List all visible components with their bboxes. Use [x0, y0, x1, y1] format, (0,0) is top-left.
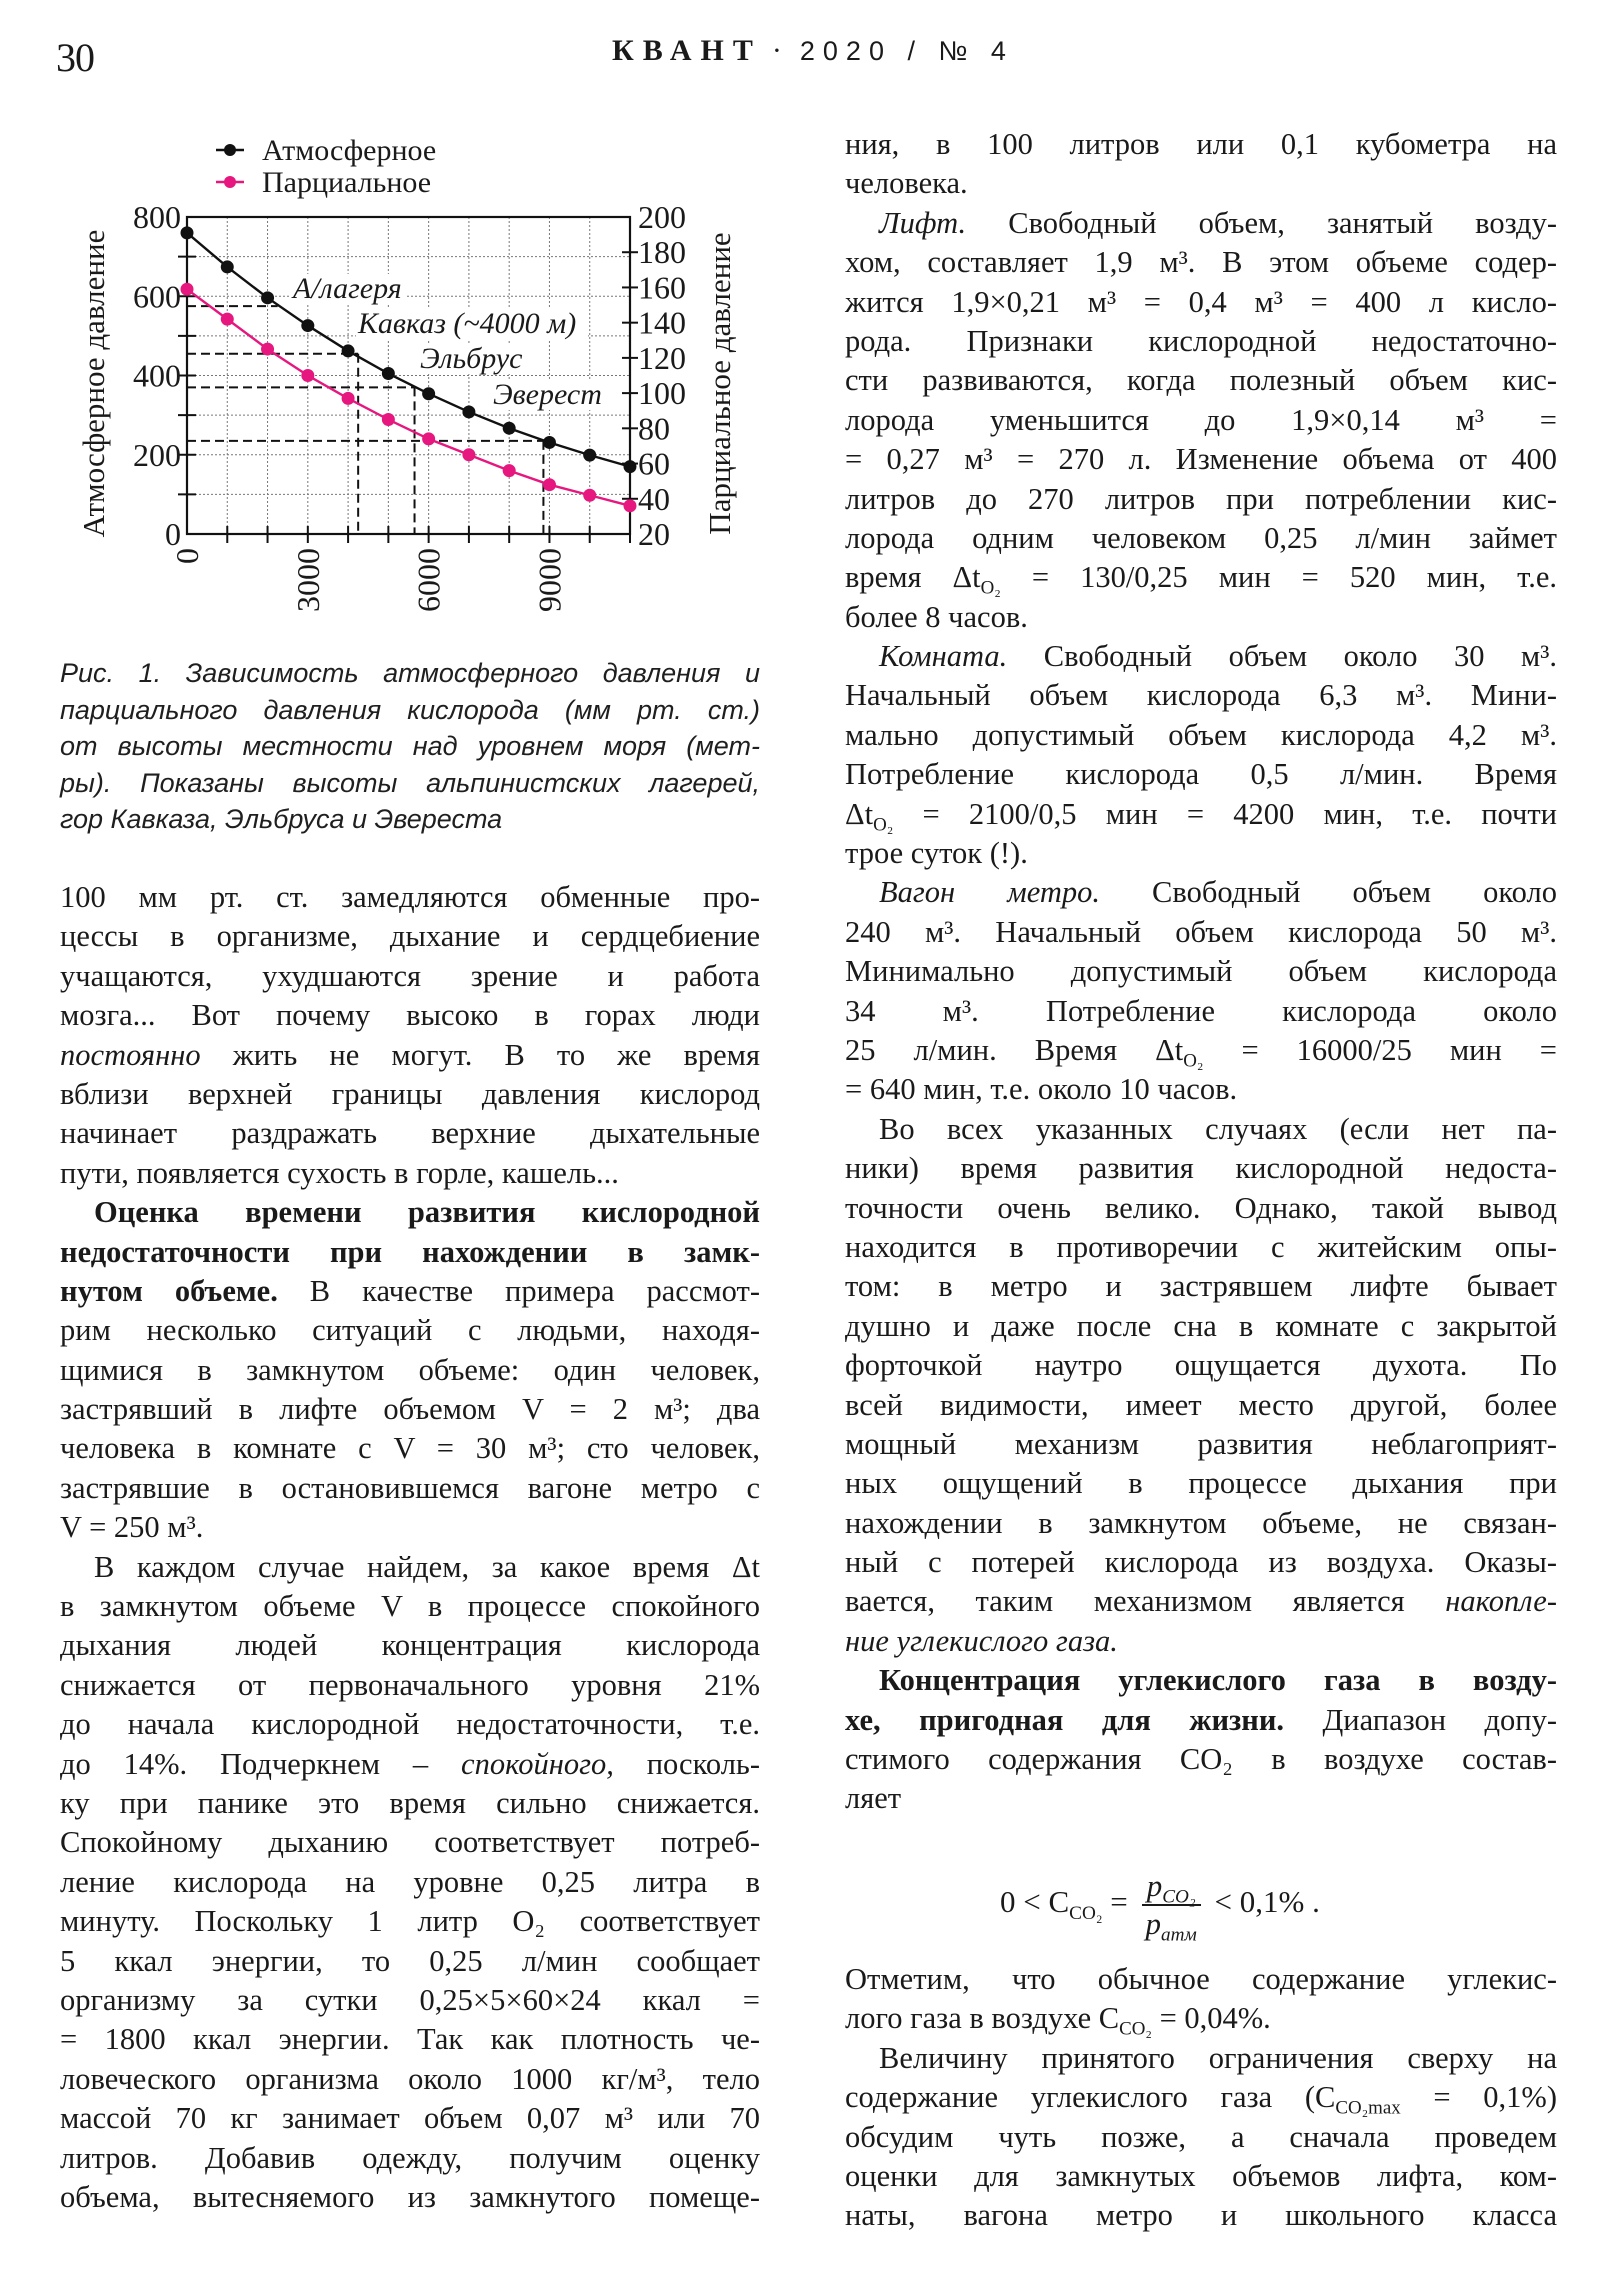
text-line: человека в комнате с V = 30 м³; сто человек, [60, 1431, 760, 1466]
text-line: = 640 мин, т.е. около 10 часов. [845, 1072, 1238, 1107]
text-line: мозга... Вот почему высоко в горах люди [60, 998, 760, 1033]
right-column-top [845, 125, 1557, 1819]
text-line: организму за сутки 0,25×5×60×24 ккал = [60, 1982, 760, 2017]
data-point-partial [181, 283, 194, 296]
header-separator: · [771, 34, 782, 67]
text-line: Потребление кислорода 0,5 л/мин. Время [845, 757, 1557, 792]
magazine-title: КВАНТ [612, 34, 762, 67]
text-line: Отметим, что обычное содержание углекис- [845, 1962, 1557, 1996]
text-line: наты, вагона метро и школьного класса [845, 2198, 1557, 2233]
data-point-atmospheric [422, 387, 435, 400]
text-line: ку при панике это время сильно снижается. [60, 1785, 760, 1820]
text-line: форточкой наутро ощущается духота. По [845, 1348, 1557, 1383]
formula-left-sub: CO₂ [1069, 1902, 1103, 1924]
text-line: оценки для замкнутых объемов лифта, ком- [845, 2158, 1557, 2193]
data-point-partial [624, 499, 637, 512]
text-line: постоянно жить не могут. В то же время [60, 1037, 760, 1072]
text-line: трое суток (!). [845, 836, 1028, 871]
y-axis-title-left: Атмосферное давление [76, 229, 111, 538]
x-tick-label: 9000 [531, 548, 568, 612]
annotation-label: Эльбрус [420, 342, 523, 375]
text-line: Начальный объем кислорода 6,3 м³. Мини- [845, 678, 1557, 713]
x-tick-label: 0 [169, 548, 205, 564]
text-line: застрявшие в остановившемся вагоне метро с [60, 1470, 760, 1505]
text-line: ники) время развития кислородной недоста- [845, 1151, 1557, 1186]
formula-left: 0 < C [1000, 1884, 1070, 1920]
annotation-label: Эверест [493, 378, 602, 411]
text-line: литров. Добавив одежду, получим оценку [60, 2140, 760, 2175]
text-line: В каждом случае найдем, за какое время Δt [94, 1549, 760, 1584]
text-line: обсудим чуть позже, а сначала проведем [845, 2119, 1557, 2154]
y-tick-label-left: 200 [133, 436, 181, 473]
text-line: время $\Delta t_{O_2} = 130/0,25$ мин = 520 мин, т.е. [845, 560, 1558, 599]
y-tick-label-right: 180 [638, 234, 686, 271]
data-point-partial [543, 478, 556, 491]
text-line: 100 мм рт. ст. замедляются обменные про- [60, 880, 760, 914]
text-line: цессы в организме, дыхание и сердцебиение [60, 919, 760, 954]
text-line: пути, появляется сухость в горле, кашель... [60, 1155, 619, 1190]
legend-label: Атмосферное [262, 134, 437, 167]
caption-line: ры). Показаны высоты альпинистских лагерей, [60, 767, 760, 798]
text-line: сти развиваются, когда полезный объем кис- [845, 363, 1557, 398]
y-tick-label-right: 20 [638, 516, 670, 552]
data-point-atmospheric [301, 319, 314, 332]
data-point-atmospheric [462, 405, 475, 418]
formula-fraction [1142, 1868, 1201, 1946]
chart-series [181, 226, 637, 512]
text-line: всей видимости, имеет место другой, более [845, 1387, 1557, 1422]
y-tick-label-right: 60 [638, 445, 670, 482]
right-column-bottom [845, 1960, 1557, 2236]
caption-line: от высоты местности над уровнем моря (мет- [60, 731, 760, 761]
data-point-partial [382, 413, 395, 426]
text-line: до начала кислородной недостаточности, т.е. [60, 1707, 760, 1742]
text-line: минуту. Поскольку 1 литр O₂ соответствует [60, 1904, 760, 1939]
text-line: Комната. Свободный объем около 30 м³. [879, 639, 1557, 674]
data-point-partial [342, 392, 355, 405]
caption-line: Рис. 1. Зависимость атмосферного давления и [60, 658, 760, 688]
text-line: снижается от первоначального уровня 21% [60, 1667, 760, 1702]
running-head [612, 34, 1014, 68]
text-line: вается, таким механизмом является накопле- [845, 1584, 1557, 1619]
data-point-atmospheric [624, 460, 637, 473]
text-line: ляет [845, 1781, 902, 1816]
text-line: ние углекислого газа. [845, 1623, 1118, 1658]
text-line: человека. [845, 166, 968, 201]
y-tick-label-left: 0 [165, 516, 181, 552]
text-line: хе, пригодная для жизни. Диапазон допу- [845, 1702, 1557, 1737]
y-tick-label-right: 200 [638, 199, 686, 235]
co2-formula [1000, 1868, 1320, 1946]
text-line: точности очень велико. Однако, такой вывод [845, 1190, 1557, 1225]
data-point-partial [462, 448, 475, 461]
text-line: жится 1,9×0,21 м³ = 0,4 м³ = 400 л кисло- [845, 284, 1557, 319]
text-line: мощный механизм развития неблагоприят- [845, 1426, 1557, 1461]
legend-swatch-marker [224, 176, 236, 188]
text-line: учащаются, ухудшаются зрение и работа [60, 958, 760, 993]
text-line: V = 250 м³. [60, 1510, 204, 1545]
formula-denominator: $p_{атм}$ [1145, 1906, 1197, 1946]
text-line: объема, вытесняемого из замкнутого помеще- [60, 2179, 760, 2214]
y-tick-label-right: 160 [638, 269, 686, 306]
data-point-partial [583, 489, 596, 502]
text-line: лорода одним человеком 0,25 л/мин займет [845, 520, 1557, 555]
text-line: = 1800 ккал энергии. Так как плотность че- [60, 2022, 760, 2057]
text-line: ных ощущений в процессе дыхания при [845, 1466, 1557, 1501]
y-tick-label-right: 80 [638, 410, 670, 447]
annotation-label: А/лагеря [293, 272, 402, 305]
text-line: Спокойному дыханию соответствует потреб- [60, 1825, 760, 1860]
caption-line: парциального давления кислорода (мм рт. ст.) [60, 694, 760, 725]
text-line: 240 м³. Начальный объем кислорода 50 м³. [845, 914, 1557, 949]
text-line: мально допустимый объем кислорода 4,2 м³. [845, 717, 1557, 752]
y-tick-label-right: 140 [638, 304, 686, 341]
data-point-partial [221, 313, 234, 326]
text-line: 25 л/мин. Время $\Delta t_{O_2} = 16000/25$ мин = [845, 1032, 1558, 1072]
formula-eq: = [1102, 1884, 1136, 1920]
text-line: Во всех указанных случаях (если нет па- [879, 1111, 1557, 1146]
text-line: более 8 часов. [845, 599, 1028, 634]
legend-swatch-marker [224, 144, 236, 156]
text-line: рода. Признаки кислородной недостаточно- [845, 323, 1557, 358]
text-line: Оценка времени развития кислородной [94, 1195, 760, 1230]
data-point-partial [301, 369, 314, 382]
formula-numerator: $p_{CO_2}$ [1142, 1868, 1201, 1906]
left-column [60, 878, 760, 2217]
text-line: лорода уменьшится до 1,9×0,14 м³ = [845, 402, 1557, 437]
data-point-atmospheric [382, 367, 395, 380]
text-line: нутом объеме. В качестве примера рассмот- [60, 1273, 760, 1308]
text-line: ление кислорода на уровне 0,25 литра в [60, 1864, 760, 1899]
text-line: стимого содержания CO₂ в воздухе состав- [845, 1742, 1557, 1777]
text-line: душно и даже после сна в комнате с закрытой [845, 1308, 1557, 1343]
figure-caption [60, 655, 760, 838]
text-line: Величину принятого ограничения сверху на [879, 2040, 1557, 2075]
x-tick-label: 3000 [289, 548, 326, 612]
data-point-atmospheric [261, 291, 274, 304]
text-line: начинает раздражать верхние дыхательные [60, 1116, 760, 1151]
text-line: том: в метро и застрявшем лифте бывает [845, 1269, 1557, 1304]
annotation-label: Кавказ (~4000 м) [358, 307, 577, 340]
text-line: массой 70 кг занимает объем 0,07 м³ или 70 [60, 2101, 760, 2136]
chart-legend [216, 134, 436, 199]
chart-labels [76, 199, 737, 612]
text-line: находится в противоречии с житейским опы- [845, 1229, 1557, 1264]
text-line: застрявший в лифте объемом V = 2 м³; два [60, 1392, 760, 1427]
y-tick-label-left: 800 [133, 199, 181, 235]
data-point-atmospheric [503, 422, 516, 435]
data-point-partial [261, 343, 274, 356]
text-line: рим несколько ситуаций с людьми, находя- [60, 1313, 760, 1348]
data-point-partial [503, 464, 516, 477]
text-line: ловеческого организма около 1000 кг/м³, тело [60, 2061, 760, 2096]
data-point-partial [422, 432, 435, 445]
text-line: ный с потерей кислорода из воздуха. Оказы- [845, 1545, 1557, 1580]
text-line: содержание углекислого газа $(C_{CO_2max} = 0,1\%)$ [845, 2080, 1557, 2119]
pressure-altitude-chart [0, 120, 800, 620]
text-line: нахождении в замкнутом объеме, не связан- [845, 1505, 1557, 1540]
text-line: щимися в замкнутом объеме: один человек, [60, 1352, 760, 1387]
text-line: Минимально допустимый объем кислорода [845, 954, 1557, 989]
text-line: литров до 270 литров при потреблении кис- [845, 481, 1557, 516]
data-point-atmospheric [342, 344, 355, 357]
y-tick-label-right: 120 [638, 339, 686, 376]
y-tick-label-right: 40 [638, 480, 670, 517]
data-point-atmospheric [181, 226, 194, 239]
text-line: 34 м³. Потребление кислорода около [845, 993, 1557, 1028]
y-axis-title-right: Парциальное давление [702, 232, 737, 535]
text-line: в замкнутом объеме V в процессе спокойного [60, 1589, 760, 1624]
y-tick-label-left: 600 [133, 278, 181, 315]
formula-right: < 0,1% . [1206, 1884, 1320, 1920]
series-line-atmospheric [187, 233, 630, 467]
data-point-atmospheric [583, 449, 596, 462]
chart-grid [187, 217, 630, 534]
caption-line: гор Кавказа, Эльбруса и Эвереста [60, 804, 503, 834]
text-line: Лифт. Свободный объем, занятый возду- [879, 205, 1557, 240]
text-line: $\Delta t_{O_2} = 2100/0,5$ мин = 4200 мин, т.е. почти [845, 796, 1557, 836]
issue-number: 2020 / № 4 [799, 36, 1014, 66]
page-number: 30 [56, 35, 94, 80]
text-line: ния, в 100 литров или 0,1 кубометра на [845, 127, 1557, 161]
y-tick-label-left: 400 [133, 357, 181, 394]
text-line: вблизи верхней границы давления кислород [60, 1076, 760, 1111]
y-tick-label-right: 100 [638, 375, 686, 412]
legend-label: Парциальное [262, 166, 432, 199]
text-line: до 14%. Подчеркнем – спокойного, посколь- [60, 1746, 760, 1781]
data-point-atmospheric [221, 260, 234, 273]
text-line: Вагон метро. Свободный объем около [879, 875, 1557, 910]
text-line: дыхания людей концентрация кислорода [60, 1628, 760, 1663]
data-point-atmospheric [543, 436, 556, 449]
text-line: = 0,27 м³ = 270 л. Изменение объема от 400 [845, 442, 1557, 477]
text-line: недостаточности при нахождении в замк- [60, 1234, 760, 1269]
x-tick-label: 6000 [410, 548, 447, 612]
text-line: 5 ккал энергии, то 0,25 л/мин сообщает [60, 1943, 760, 1978]
text-line: хом, составляет 1,9 м³. В этом объеме содер- [845, 245, 1557, 280]
text-line: лого газа в воздухе $C_{CO_2} = 0,04\%$. [845, 2001, 1271, 2040]
text-line: Концентрация углекислого газа в возду- [879, 1663, 1557, 1698]
